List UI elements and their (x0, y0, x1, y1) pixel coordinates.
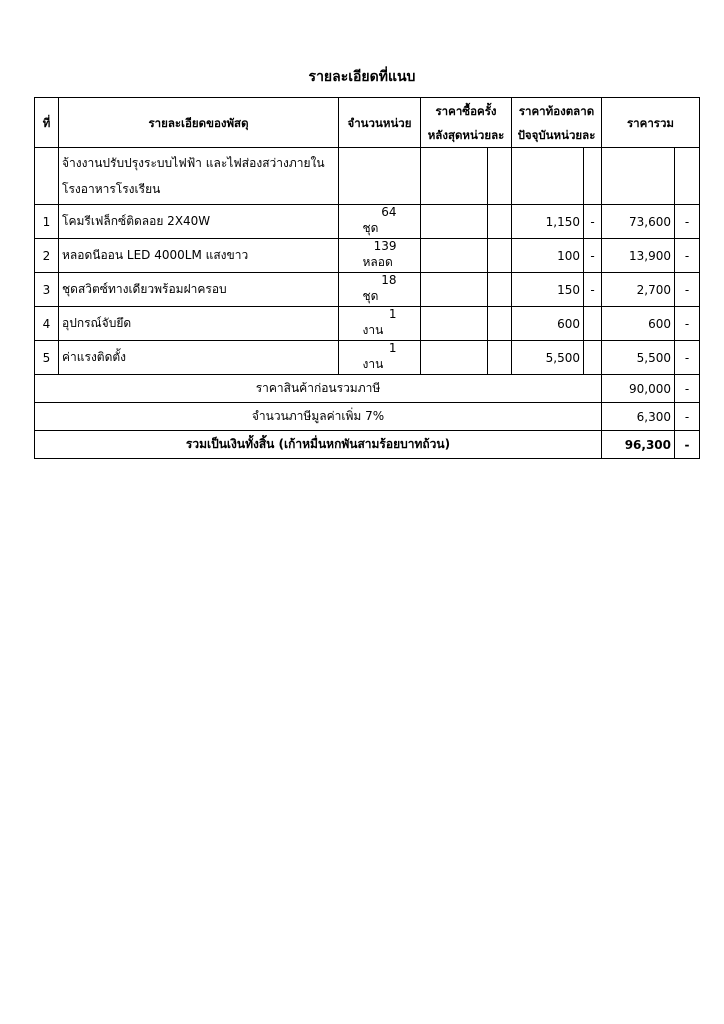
item-qty-number: 139 (373, 239, 397, 253)
item-market-dash: - (584, 205, 602, 239)
item-qty-unit: หลอด (362, 255, 393, 269)
header-last-price-line2: หลังสุดหน่วยละ (427, 127, 505, 142)
document-title: รายละเอียดที่แนบ (308, 69, 416, 85)
item-name: ชุดสวิตซ์ทางเดียวพร้อมฝาครอบ (59, 273, 339, 307)
header-market-price (512, 98, 602, 148)
item-market-dash: - (584, 273, 602, 307)
table-row (35, 273, 700, 307)
item-name: อุปกรณ์จับยึด (59, 307, 339, 341)
grand-total-label: รวมเป็นเงินทั้งสิ้น (เก้าหมื่นหกพันสามร้อยบาทถ้วน) (35, 431, 602, 459)
item-qty (339, 307, 421, 341)
vat-label: จำนวนภาษีมูลค่าเพิ่ม 7% (35, 403, 602, 431)
project-description-line1: จ้างงานปรับปรุงระบบไฟฟ้า และไฟส่องสว่างภายใน (62, 156, 325, 170)
grand-total-value: 96,300 (602, 431, 675, 459)
header-last-price (421, 98, 512, 148)
grand-total-dash: - (675, 431, 700, 459)
header-market-price-line2: ปัจจุบันหน่วยละ (517, 127, 596, 142)
item-total-dash: - (675, 205, 700, 239)
subtotal-value: 90,000 (602, 375, 675, 403)
item-total-dash: - (675, 273, 700, 307)
subtotal-label: ราคาสินค้าก่อนรวมภาษี (35, 375, 602, 403)
item-market-price: 150 (512, 273, 584, 307)
item-qty-unit: ชุด (362, 289, 379, 303)
item-market-dash (584, 341, 602, 375)
item-market-price: 1,150 (512, 205, 584, 239)
project-description-line2: โรงอาหารโรงเรียน (62, 182, 161, 196)
item-no: 3 (35, 273, 59, 307)
item-qty-number: 64 (381, 205, 397, 219)
item-name: หลอดนีออน LED 4000LM แสงขาว (59, 239, 339, 273)
subtotal-row (35, 375, 700, 403)
table-row (35, 205, 700, 239)
item-total: 5,500 (602, 341, 675, 375)
item-market-dash (584, 307, 602, 341)
grand-total-row (35, 431, 700, 459)
vat-row (35, 403, 700, 431)
item-no: 2 (35, 239, 59, 273)
item-qty-unit: งาน (362, 323, 384, 337)
description-row (35, 148, 700, 205)
header-detail: รายละเอียดของพัสดุ (59, 98, 339, 148)
item-total: 600 (602, 307, 675, 341)
table-row (35, 341, 700, 375)
item-qty (339, 273, 421, 307)
item-market-price: 100 (512, 239, 584, 273)
item-name: โคมรีเฟล็กซ์ติดลอย 2X40W (59, 205, 339, 239)
vat-value: 6,300 (602, 403, 675, 431)
item-total-dash: - (675, 341, 700, 375)
item-qty-number: 1 (388, 341, 397, 355)
item-market-dash: - (584, 239, 602, 273)
subtotal-dash: - (675, 375, 700, 403)
item-market-price: 600 (512, 307, 584, 341)
header-no: ที่ (35, 98, 59, 148)
item-total: 2,700 (602, 273, 675, 307)
item-total: 73,600 (602, 205, 675, 239)
header-qty: จำนวนหน่วย (339, 98, 421, 148)
table-row (35, 307, 700, 341)
item-qty-number: 1 (388, 307, 397, 321)
item-total: 13,900 (602, 239, 675, 273)
item-qty-number: 18 (381, 273, 397, 287)
item-qty-unit: ชุด (362, 221, 379, 235)
item-qty (339, 205, 421, 239)
header-row (35, 98, 700, 148)
header-total: ราคารวม (602, 98, 700, 148)
item-no: 4 (35, 307, 59, 341)
item-qty-unit: งาน (362, 357, 384, 371)
item-qty (339, 341, 421, 375)
header-market-price-line1: ราคาท้องตลาด (518, 103, 595, 118)
item-no: 1 (35, 205, 59, 239)
table-row (35, 239, 700, 273)
project-description (59, 148, 339, 205)
vat-dash: - (675, 403, 700, 431)
item-total-dash: - (675, 239, 700, 273)
item-market-price: 5,500 (512, 341, 584, 375)
header-last-price-line1: ราคาซื้อครั้ง (435, 103, 497, 118)
price-detail-table (34, 97, 700, 459)
item-total-dash: - (675, 307, 700, 341)
item-qty (339, 239, 421, 273)
item-name: ค่าแรงติดตั้ง (59, 341, 339, 375)
item-no: 5 (35, 341, 59, 375)
